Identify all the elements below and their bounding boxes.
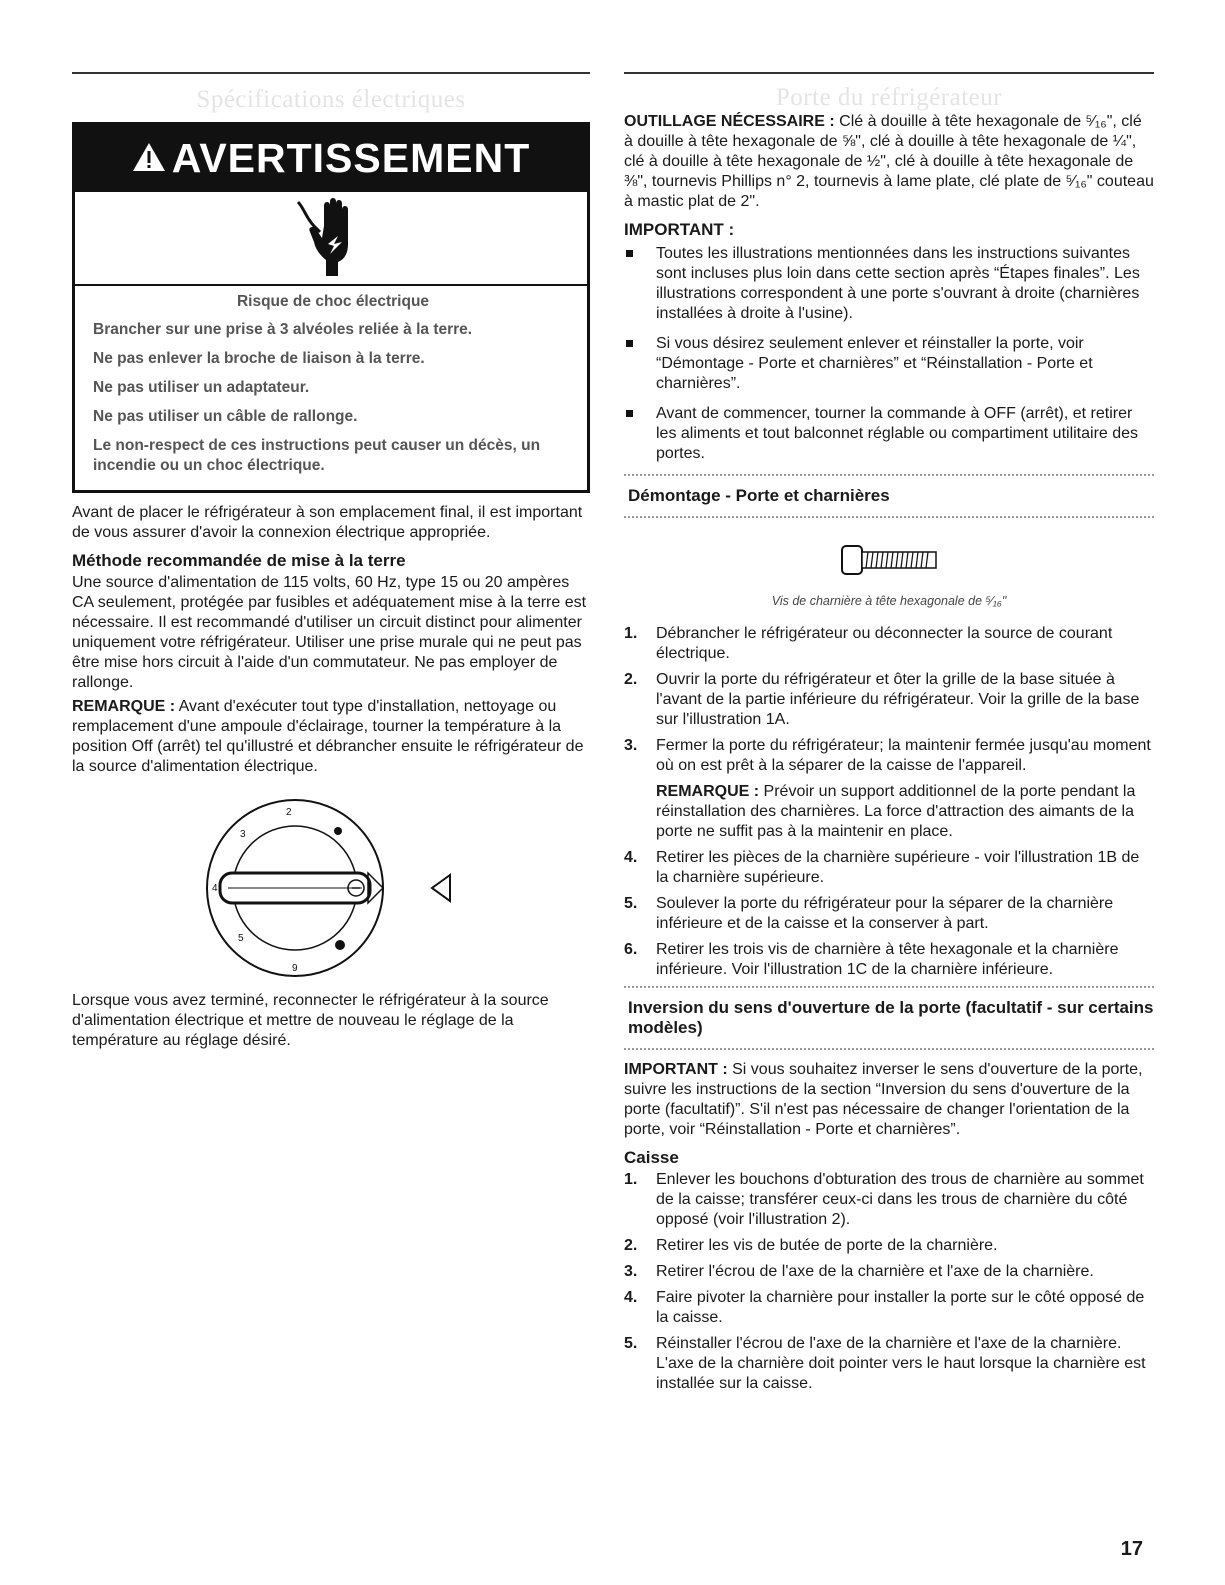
list-item: 2. Ouvrir la porte du réfrigérateur et ôter la grille de la base située à l'avant de la partie inférieure du réfrigérateur. Voir la grille de la base sur l'illustration 1A. [624, 671, 1140, 728]
warning-body [75, 286, 587, 490]
tools-paragraph [624, 112, 1154, 212]
dotted-divider [624, 474, 1154, 476]
list-item: 4. Faire pivoter la charnière pour installer la porte sur le côté opposé de la caisse. [624, 1289, 1145, 1326]
warning-box [72, 122, 590, 493]
dial-number: 9 [292, 963, 298, 974]
caisse-heading: Caisse [624, 1148, 679, 1167]
important-heading: IMPORTANT : [624, 220, 735, 239]
right-column [624, 72, 1154, 1400]
list-item: Toutes les illustrations mentionnées dans les instructions suivantes sont incluses plus loin dans cette section après “Étapes finales”. Les illustrations correspondent à une porte s'ouvrant à droite (charnières installées à droite à l'usine). [624, 244, 1154, 324]
temperature-dial-illustration [72, 793, 590, 983]
warning-triangle-icon [132, 135, 166, 182]
warning-header [75, 125, 587, 192]
tools-text: Clé à douille à tête hexagonale de ⁵⁄₁₆", clé à douille à tête hexagonale de ⅝", clé à douille à tête hexagonale de ¼", clé à douille à tête hexagonale de ½", clé à douille à tête hexagonale de ⅜", tournevis Phillips n° 2, tournevis à lame plate, clé plate de ⁵⁄₁₆" couteau à mastic plat de 2". [624, 113, 1154, 210]
list-item: Si vous désirez seulement enlever et réinstaller la porte, voir “Démontage - Porte et charnières” et “Réinstallation - Porte et charnières”. [624, 334, 1154, 394]
method-text: Une source d'alimentation de 115 volts, 60 Hz, type 15 ou 20 ampères CA seulement, protégée par fusibles et adéquatement mise à la terre est nécessaire. Il est recommandé d'utiliser un circuit distinct pour alimenter uniquement votre réfrigérateur. Utiliser une prise murale qui ne peut pas être mise hors circuit à l'aide d'un commutateur. Ne pas employer de rallonge. [72, 574, 587, 691]
dial-number: 3 [240, 829, 246, 840]
reverse-important: IMPORTANT : Si vous souhaitez inverser le sens d'ouverture de la porte, suivre les instructions de la section “Inversion du sens d'ouverture de la porte (facultatif)”. S'il n'est pas nécessaire de changer l'orientation de la porte, voir “Réinstallation - Porte et charnières”. [624, 1061, 1143, 1138]
removal-heading: Démontage - Porte et charnières [628, 486, 890, 505]
list-item: 3. Fermer la porte du réfrigérateur; la maintenir fermée jusqu'au moment où on est prêt à la séparer de la caisse de l'appareil. REMARQUE : Prévoir un support additionnel de la porte pendant la réinstallation des charnières. La force d'attraction des aimants de la porte ne suffit pas à la maintenir en place. [624, 736, 1154, 842]
section-rule [72, 72, 590, 74]
list-item: 1. Débrancher le réfrigérateur ou déconnecter la source de courant électrique. [624, 625, 1113, 662]
warning-risk-title: Risque de choc électrique [236, 293, 430, 310]
section-rule [624, 72, 1154, 74]
left-column [72, 72, 590, 1051]
method-heading: Méthode recommandée de mise à la terre [72, 551, 406, 570]
warning-line: Le non-respect de ces instructions peut causer un décès, un incendie ou un choc électrique. [93, 437, 541, 474]
dial-number: 5 [238, 933, 244, 944]
dotted-divider [624, 1048, 1154, 1050]
warning-line: Ne pas utiliser un adaptateur. [93, 379, 310, 396]
screw-caption: Vis de charnière à tête hexagonale de ⁵⁄₁₆" [771, 594, 1007, 608]
page-number: 17 [1120, 1538, 1143, 1560]
dial-number: 2 [286, 807, 292, 818]
electrical-intro: Avant de placer le réfrigérateur à son emplacement final, il est important de vous assurer d'avoir la connexion électrique appropriée. [72, 504, 583, 541]
list-item: Avant de commencer, tourner la commande à OFF (arrêt), et retirer les aliments et tout balconnet réglable ou compartiment utilitaire des portes. [624, 404, 1154, 464]
closing-text: Lorsque vous avez terminé, reconnecter le réfrigérateur à la source d'alimentation électrique et mettre de nouveau le réglage de la température au réglage désiré. [72, 992, 549, 1049]
step3-note: REMARQUE : Prévoir un support additionnel de la porte pendant la réinstallation des charnières. La force d'attraction des aimants de la porte ne suffit pas à la maintenir en place. [656, 783, 1136, 840]
caisse-steps [624, 1170, 1154, 1394]
list-item: 2. Retirer les vis de butée de porte de la charnière. [624, 1237, 998, 1254]
list-item: 5. Réinstaller l'écrou de l'axe de la charnière et l'axe de la charnière. L'axe de la charnière doit pointer vers le haut lorsque la charnière est installée sur la caisse. [624, 1335, 1146, 1392]
electric-shock-hand-icon [75, 192, 587, 286]
dial-number: 4 [212, 883, 218, 894]
note-text: Avant d'exécuter tout type d'installation, nettoyage ou remplacement d'une ampoule d'éclairage, tourner la température à la position Off (arrêt) tel qu'illustré et débrancher ensuite le réfrigérateur de la source d'alimentation électrique. [72, 698, 584, 775]
warning-line: Ne pas utiliser un câble de rallonge. [93, 408, 358, 425]
note-label: REMARQUE : [72, 698, 176, 715]
section-title-door: Porte du réfrigérateur [775, 84, 1003, 111]
removal-steps [624, 624, 1154, 980]
note-paragraph [72, 697, 590, 777]
important-list [624, 244, 1154, 464]
warning-header-text: AVERTISSEMENT [171, 135, 531, 181]
warning-line: Brancher sur une prise à 3 alvéoles reliée à la terre. [93, 321, 473, 338]
list-item: 5. Soulever la porte du réfrigérateur pour la séparer de la charnière inférieure et de la caisse et la conserver à part. [624, 895, 1114, 932]
list-item: 3. Retirer l'écrou de l'axe de la charnière et l'axe de la charnière. [624, 1263, 1094, 1280]
list-item: 1. Enlever les bouchons d'obturation des trous de charnière au sommet de la caisse; transférer ceux-ci dans les trous de charnière du côté opposé (voir l'illustration 2). [624, 1171, 1144, 1228]
tools-label: OUTILLAGE NÉCESSAIRE : [624, 113, 835, 130]
dotted-divider [624, 516, 1154, 518]
reverse-heading: Inversion du sens d'ouverture de la porte (facultatif - sur certains modèles) [628, 998, 1154, 1037]
warning-line: Ne pas enlever la broche de liaison à la terre. [93, 350, 425, 367]
list-item: 4. Retirer les pièces de la charnière supérieure - voir l'illustration 1B de la charnière supérieure. [624, 849, 1140, 886]
list-item: 6. Retirer les trois vis de charnière à tête hexagonale et la charnière inférieure. Voir l'illustration 1C de la charnière inférieure. [624, 941, 1119, 978]
hinge-screw-icon [624, 540, 1154, 588]
section-title-electrical: Spécifications électriques [196, 86, 466, 113]
dotted-divider [624, 986, 1154, 988]
